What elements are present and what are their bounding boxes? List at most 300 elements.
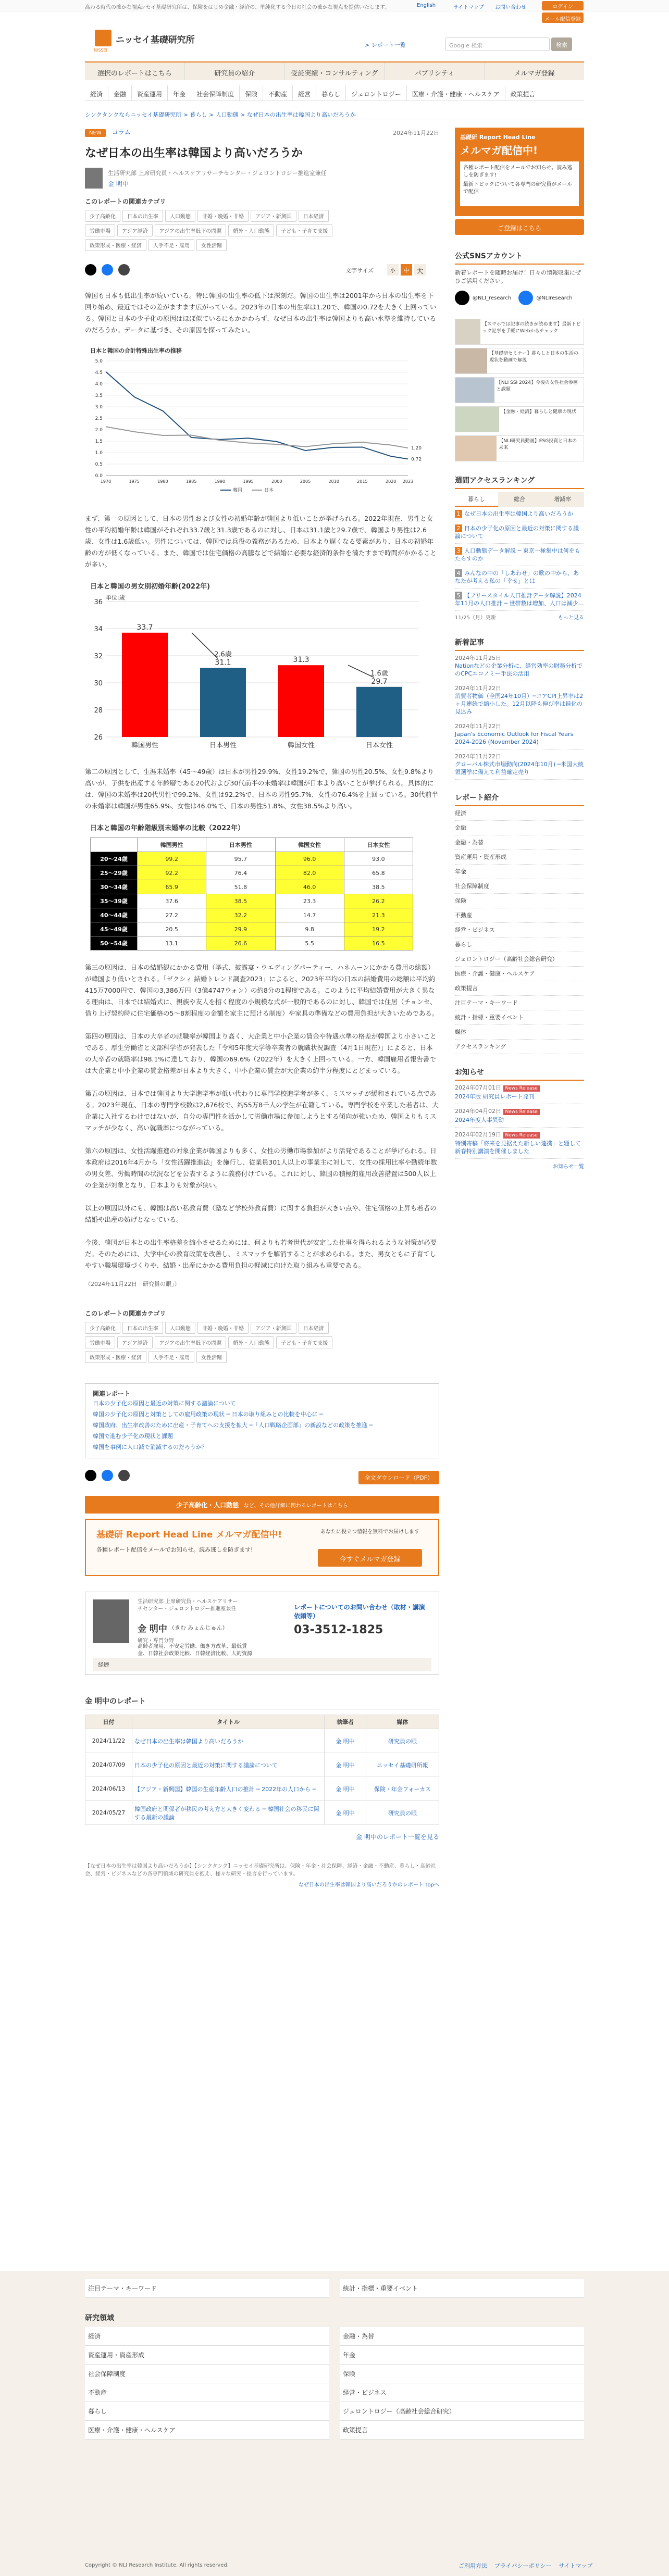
contact-link[interactable]: レポートについてのお問い合わせ（取材・講演依頼等） — [294, 1604, 425, 1620]
keyword-list — [85, 210, 356, 254]
author-photo[interactable] — [93, 1599, 129, 1643]
profile-name: 金 明中 — [138, 1624, 167, 1634]
table-cell[interactable]: 日本の少子化の原因と最近の対策に関する議論について — [132, 1753, 325, 1777]
author-avatar[interactable] — [85, 168, 103, 189]
keyword-tag[interactable]: 人手不足・雇用 — [148, 239, 194, 251]
x-tick-label: 2010 — [328, 479, 339, 484]
facebook-icon — [518, 291, 533, 305]
bar-value-label: 31.3 — [293, 656, 309, 665]
related-report-link[interactable]: 韓国を事例に人口減で消滅するのだろうか？ — [93, 1444, 207, 1450]
category-item[interactable]: 資産運用・資産形成 — [455, 850, 584, 865]
related-report-link[interactable]: 韓国政府、出生率改善のために出産・子育てへの支援を拡大 ─「人口戦略企画部」の新設などの政策を推進 ─ — [93, 1422, 373, 1429]
table-row — [91, 866, 413, 880]
promo-thumbnail — [455, 348, 487, 373]
topic-banner-title: 少子高齢化・人口動態 — [176, 1502, 239, 1509]
sns-fb-account[interactable] — [518, 291, 572, 305]
subnav-item[interactable]: 金融 — [108, 85, 132, 101]
table-row — [91, 880, 413, 894]
marriage-chart-ylabel: 単位:歳 — [106, 594, 125, 601]
x-tick-label: 日本女性 — [365, 742, 393, 749]
table-cell: 13.1 — [138, 936, 206, 951]
report-list-link[interactable]: > レポート一覧 — [365, 42, 406, 48]
keyword-tag[interactable]: アジア経済 — [117, 224, 153, 236]
footer-grid-item[interactable]: ジェロントロジー（高齢社会総合研究） — [340, 2402, 584, 2421]
table-cell: 9.8 — [275, 922, 344, 936]
y-tick-label: 0.0 — [95, 473, 103, 479]
footer-grid-item[interactable]: 社会保障制度 — [85, 2365, 329, 2383]
promo-thumbnail — [455, 378, 494, 403]
bar-value-label: 31.1 — [215, 658, 231, 667]
table-header: 日本男性 — [206, 838, 275, 852]
footer-grid-item[interactable]: 医療・介護・健康・ヘルスケア — [85, 2421, 329, 2440]
promo-item[interactable] — [455, 435, 584, 461]
category-item[interactable]: 医療・介護・健康・ヘルスケア — [455, 967, 584, 981]
keyword-tag[interactable]: 少子高齢化 — [85, 1322, 120, 1334]
ranking-more-link[interactable]: もっと見る — [558, 615, 584, 621]
keyword-tag[interactable]: 日本経済 — [299, 210, 329, 222]
ranking-list — [455, 507, 584, 611]
news-item[interactable]: 2024年11月22日 消費者物価（全国24年10月）─コアCPI上昇率は2ヶ月連続で縮小した。12月以降も伸び率は鈍化の見込み — [455, 681, 584, 719]
sidebar-mailmag-title: 基礎研 Report Head Line — [460, 134, 536, 141]
legend-japan: 日本 — [264, 488, 274, 493]
mailmag-banner-point: 各種レポート配信をメールでお知らせ。読み逃しを防ぎます! — [96, 1546, 253, 1553]
table-row — [91, 894, 413, 908]
promo-item[interactable] — [455, 377, 584, 403]
subnav-item[interactable]: 資産運用 — [132, 85, 168, 101]
ranking-tabs — [455, 492, 584, 507]
tab-overall[interactable]: 総合 — [498, 492, 541, 507]
x-tick-label: 韓国女性 — [287, 742, 315, 749]
paragraph-3: 第三の原因は、日本の結婚観にかかる費用（挙式、披露宴・ウエディングパーティー、ハネムーンにかかる費用の総額）が韓国より低いとされる。「ゼクシィ 結婚トレンド調査2023」によると、2023年平均の日本の結婚費用の総額は平均約415万7000円で、韓国の3,386万円（3億4747ウォン）の約8分の1程度である。このように平均結婚費用が大きく異なる理由は、日本では結婚式に、親族や友人を招く程度の小規模な式が一般的であるのに対し、韓国では住居（チョンセ、借り上げ契約時に住宅価格の5～8割程度の金額を家主に預ける制度）や家具の準備などの費用負担が大きいためである。 — [85, 964, 439, 1017]
font-size-large[interactable]: 大 — [414, 264, 426, 276]
article — [85, 128, 439, 1888]
subnav-item[interactable]: 年金 — [168, 85, 191, 101]
table-row — [91, 908, 413, 922]
table-cell[interactable]: 【アジア・新興国】韓国の生産年齢人口の推計 ─ 2022年の人口から ─ — [132, 1777, 325, 1801]
table-cell[interactable]: 金 明中 — [325, 1753, 366, 1777]
subnav-item[interactable]: 経営 — [293, 85, 316, 101]
category-item[interactable]: 年金 — [455, 865, 584, 879]
tab-living[interactable]: 暮らし — [455, 492, 498, 507]
tagline: 高わる時代の確かな視点 — [85, 5, 142, 10]
main-nav — [85, 61, 584, 80]
related-report-link[interactable]: 韓国の少子化の原因と対策としての雇用政策の現状 ─ 日本の取り組みとの比較を中心に ─ — [93, 1411, 323, 1418]
table-cell[interactable]: 研究員の眼 — [366, 1801, 439, 1825]
table-row — [91, 936, 413, 951]
category-item[interactable]: 暮らし — [455, 937, 584, 952]
series-line-korea — [106, 372, 408, 459]
table-cell: 26.6 — [206, 936, 275, 951]
keyword-tag[interactable]: 日本の出生率 — [122, 1322, 163, 1334]
table-row — [85, 1801, 439, 1825]
keyword-tag[interactable]: アジア経済 — [117, 1336, 153, 1348]
keyword-tag[interactable]: 日本経済 — [299, 1322, 329, 1334]
keyword-tag[interactable]: 子ども・子育て支援 — [276, 1336, 332, 1348]
keyword-tag[interactable]: アジア・新興国 — [251, 1322, 296, 1334]
keyword-tag[interactable]: 政策形成・医療・経済 — [85, 1351, 146, 1363]
logo-sub: NISSEI — [94, 48, 107, 53]
mailmag-register-button[interactable]: 今すぐメルマガ登録 — [318, 1549, 422, 1567]
table-cell: 65.9 — [138, 880, 206, 894]
logo-text[interactable]: ニッセイ基礎研究所 — [116, 35, 195, 45]
table-cell: 25～29歳 — [91, 866, 138, 880]
footer-grid-item[interactable]: 経済 — [85, 2327, 329, 2346]
table-cell: 27.2 — [138, 908, 206, 922]
footer-grid-item[interactable]: 政策提言 — [340, 2421, 584, 2440]
keyword-tag[interactable]: アジアの出生率低下の問題 — [155, 1336, 227, 1348]
keyword-tag[interactable]: 子ども・子育て支援 — [276, 224, 332, 236]
breadcrumb[interactable]: シンクタンクならニッセイ基礎研究所 > 暮らし > 人口動態 > なぜ日本の出生率は韓国より高いだろうか — [85, 111, 356, 118]
table-cell[interactable]: ニッセイ基礎研所報 — [366, 1753, 439, 1777]
table-header: 韓国女性 — [275, 838, 344, 852]
footer-stats-link[interactable]: 統計・指標・重要イベント — [340, 2279, 584, 2298]
paragraph-4: 第四の原因は、日本の大卒者の就職率が韓国より高く、大企業と中小企業の賃金や待遇水準の格差が韓国より小さいことである。厚生労働省と文部科学省が発表した「令和5年度大学等卒業者の就職状況調査（4月1日現在）」によると、日本の大卒者の就職率は98.1%に達しており、韓国の69.6%（2022年）を大きく上回っている。一方、韓国雇用者報告書では大企業と中小企業の賃金格差が日本より大きく、中小企業の賃金が大企業の約半分程度にとどまっている。 — [85, 1032, 437, 1074]
footer-grid-item[interactable]: 暮らし — [85, 2402, 329, 2421]
notice-title: お知らせ — [455, 1067, 584, 1081]
nav-item-consulting[interactable]: 受託実績・コンサルティング — [285, 62, 385, 80]
promo-thumbnail — [455, 436, 497, 461]
nav-item-researchers[interactable]: 研究員の紹介 — [185, 62, 285, 80]
notice-list — [455, 1081, 584, 1159]
x-tick-label: 2005 — [300, 479, 311, 484]
paragraph-1: まず、第一の原因として、日本の男性および女性の初婚年齢が韓国より低いことが挙げられる。2022年現在、男性と女性の平均初婚年齢は韓国がそれぞれ33.7歳と31.3歳であるのに対し、日本は31.1歳と29.7歳で、韓国より男性は2.6歳、女性は1.6歳低い。男性については、韓国では兵役の義務があるため、日本より遅くなる要素があり、日本の初婚年齢の方が低くなっている。また、韓国では住宅価格の高騰などで結婚に必要な経済的条件を満たすまで時間がかかることが多い。 — [85, 515, 437, 568]
table-cell[interactable]: 金 明中 — [325, 1777, 366, 1801]
marriage-chart-title: 日本と韓国の男女別初婚年齢(2022年) — [90, 583, 210, 591]
table-cell[interactable]: 保険・年金フォーカス — [366, 1777, 439, 1801]
table-row — [85, 1777, 439, 1801]
mailmag-banner-aside: あなたに役立つ情報を無料でお届けします — [320, 1529, 419, 1535]
subnav-item[interactable]: 経済 — [85, 85, 108, 101]
x-tick-label: 2015 — [357, 479, 368, 484]
subnav-item[interactable]: 社会保障制度 — [191, 85, 240, 101]
promo-text: 【NLI研究員動画】ESG投資と日本の未来 — [499, 439, 577, 451]
author-reports-title: 金 明中のレポート — [85, 1696, 439, 1709]
category-item[interactable]: 注目テーマ・キーワード — [455, 996, 584, 1010]
footer-grid-item[interactable]: 経営・ビジネス — [340, 2383, 584, 2402]
author-name[interactable]: 金 明中 — [108, 180, 129, 187]
news-item[interactable]: 2024年11月22日 Japan's Economic Outlook for Fiscal Years 2024-2026 (November 2024) — [455, 719, 584, 749]
bar-1 — [200, 668, 246, 737]
promo-text: 【基礎研セミナー】暮らしと日本の生活の現状を動画で解説 — [489, 351, 579, 363]
table-header: 媒体 — [366, 1715, 439, 1729]
ranking-item[interactable]: 2 日本の少子化の原因と最近の対策に関する議論について — [455, 521, 584, 544]
table-cell: 5.5 — [275, 936, 344, 951]
promo-item[interactable] — [455, 319, 584, 345]
table-header — [91, 838, 138, 852]
table-cell: 19.2 — [344, 922, 413, 936]
keyword-tag[interactable]: 人口動態 — [165, 210, 195, 222]
table-cell: 50～54歳 — [91, 936, 138, 951]
category-item[interactable]: 社会保障制度 — [455, 879, 584, 894]
category-item[interactable]: 金融 — [455, 821, 584, 835]
table-row — [85, 1729, 439, 1753]
keyword-tag[interactable]: 人口動態 — [165, 1322, 195, 1334]
notice-item[interactable]: 2024年04月02日 News Release 2024年度人事異動 — [455, 1104, 584, 1128]
subnav-item[interactable]: 保険 — [240, 85, 263, 101]
y-tick-label: 1.0 — [95, 451, 103, 456]
sitemap-link[interactable]: サイトマップ — [453, 5, 484, 10]
ranking-item[interactable]: 1 なぜ日本の出生率は韓国より高いだろうか — [455, 507, 584, 521]
contact-link[interactable]: お問い合わせ — [495, 5, 526, 10]
table-cell: 20～24歳 — [91, 852, 138, 866]
table-cell: 23.3 — [275, 894, 344, 908]
keyword-tag[interactable]: 少子高齢化 — [85, 210, 120, 222]
keyword-tag[interactable]: 人手不足・雇用 — [148, 1351, 194, 1363]
x-tick-label: 1970 — [100, 479, 112, 484]
footer-grid-item[interactable]: 保険 — [340, 2365, 584, 2383]
table-cell: 38.5 — [206, 894, 275, 908]
notice-more-link[interactable]: お知らせ一覧 — [553, 1164, 584, 1170]
category-item[interactable]: 金融・為替 — [455, 835, 584, 850]
category-item[interactable]: 経済 — [455, 806, 584, 821]
table-cell: 14.7 — [275, 908, 344, 922]
mailmag-point: 各種レポート配信をメールでお知らせ。読み逃しを防ぎます! — [463, 165, 573, 178]
share-icon[interactable] — [118, 1470, 130, 1481]
topic-banner[interactable] — [85, 1496, 439, 1514]
table-cell: 37.6 — [138, 894, 206, 908]
related-category-label: このレポートの関連カテゴリ — [85, 198, 166, 205]
footer-grid-item[interactable]: 不動産 — [85, 2383, 329, 2402]
keyword-tag[interactable]: 非婚・晩婚・非婚 — [197, 1322, 249, 1334]
promo-item[interactable] — [455, 348, 584, 374]
y-tick-label: 32 — [94, 653, 103, 660]
bar-value-label: 33.7 — [137, 623, 153, 632]
table-cell: 95.7 — [206, 852, 275, 866]
category-list — [455, 806, 584, 1054]
copyright: Copyright © NLI Research Institute. All rights reserved. — [85, 2562, 229, 2568]
end-label-korea: 0.72 — [411, 457, 422, 462]
table-cell: 51.8 — [206, 880, 275, 894]
keyword-tag[interactable]: 日本の出生率 — [122, 210, 163, 222]
x-share-icon[interactable] — [85, 1470, 96, 1481]
category-item[interactable]: 経営・ビジネス — [455, 923, 584, 937]
category-label[interactable]: コラム — [112, 129, 131, 136]
table-cell[interactable]: 韓国政府と関係者が移民の考え方と大きく変わる ─ 韓国社会の移民に関する最新の議論 — [132, 1801, 325, 1825]
subnav-item[interactable]: 医療・介護・健康・ヘルスケア — [407, 85, 505, 101]
footer-grid-item[interactable]: 年金 — [340, 2346, 584, 2365]
intro-paragraph: 韓国も日本も低出生率が続いている。特に韓国の出生率の低下は深刻だ。韓国の出生率は2001年から日本の出生率を下回り始め、最近ではその差がますます広がっている。2023年の日本の出生率は1.20で、韓国の0.72を大きく上回っている。韓国と日本の少子化の原因はほぼ似ているにもかかわらず、なぜ日本の出生率は韓国よりも高い水準を維持しているのだろうか。データに基づき、その原因を探ってみたい。 — [85, 292, 437, 334]
tfr-chart — [85, 346, 439, 503]
y-tick-label: 36 — [94, 598, 103, 606]
nav-item-reports[interactable]: 選択のレポートはこちら — [85, 62, 185, 80]
profile-org: 生活研究部 上席研究員・ヘルスケアリサーチセンター・ジェロントロジー推進室兼任 — [138, 1599, 238, 1612]
sns-handle: @NLIresearch — [536, 295, 573, 301]
category-item[interactable]: 不動産 — [455, 908, 584, 923]
keyword-tag[interactable]: アジアの出生率低下の問題 — [155, 224, 227, 236]
sidebar-mailmag-button[interactable]: ご登録はこちら — [455, 219, 584, 235]
subnav-item[interactable]: 不動産 — [263, 85, 293, 101]
footer-heading: 研究領域 — [85, 2314, 114, 2322]
sns-text: 新着レポートを随時お届け！日々の情報収集にぜひご活用ください。 — [455, 269, 581, 284]
author-reports-more[interactable]: 金 明中のレポート一覧を見る — [356, 1833, 439, 1841]
sns-title: 公式SNSアカウント — [455, 251, 584, 265]
category-item[interactable]: ジェロントロジー（高齢社会総合研究） — [455, 952, 584, 967]
y-tick-label: 2.5 — [95, 416, 103, 421]
ranking-item[interactable]: 4 みんなの中の「しあわせ」の歌の中から、あなたが考える私の「幸せ」とは — [455, 566, 584, 589]
paragraph-7: 以上の原因以外にも、韓国は高い私教育費（塾など学校外教育費）に関する負担が大きい点や、住宅価格の上昇も若者の結婚や出産の妨げとなっている。 — [85, 1204, 437, 1223]
x-share-icon[interactable] — [85, 264, 96, 276]
footer-theme-link[interactable]: 注目テーマ・キーワード — [85, 2279, 329, 2298]
bar-value-label: 29.7 — [371, 677, 388, 686]
promo-list — [455, 319, 584, 461]
category-item[interactable]: アクセスランキング — [455, 1040, 584, 1054]
mailmag-banner-title: 基礎研 Report Head Line メルマガ配信中! — [96, 1530, 282, 1540]
y-tick-label: 0.5 — [95, 462, 103, 467]
facebook-share-icon[interactable] — [102, 264, 113, 276]
keyword-tag[interactable]: アジア・新興国 — [251, 210, 296, 222]
category-item[interactable]: 保険 — [455, 894, 584, 908]
footer-grid-item[interactable]: 資産運用・資産形成 — [85, 2346, 329, 2365]
author-profile — [85, 1592, 439, 1675]
related-category-label-2: このレポートの関連カテゴリ — [85, 1310, 166, 1317]
sns-handle: @NLI_research — [473, 295, 512, 301]
promo-text: 【スマホでは記事の続きが読めます】最新トピック記事を手軽にWebからチェック — [482, 322, 581, 334]
keyword-tag[interactable]: 政策形成・医療・経済 — [85, 239, 146, 251]
footer-sitemap-link[interactable]: サイトマップ — [559, 2562, 593, 2569]
keyword-tag[interactable]: 婚外・人口動態 — [228, 224, 274, 236]
category-item[interactable]: 媒体 — [455, 1025, 584, 1040]
gap-label-male: 2.6歳 — [214, 651, 232, 659]
promo-thumbnail — [455, 319, 480, 344]
paragraph-8: 今後、韓国が日本との出生率格差を縮小させるためには、何よりも若者世代が安定した仕事を得られるような対策が必要だ。そのためには、大学中心の教育政策を改善し、ミスマッチを解消することが求められる。また、男女ともに子育てしやすい職場環境づくりや、結婚・出産にかかる費用負担の軽減に向けた取り組みも重要である。 — [85, 1239, 437, 1269]
sns-x-account[interactable] — [455, 291, 511, 305]
paragraph-5: 第五の原因は、日本では韓国より大学進学率が低い代わりに専門学校進学者が多く、ミスマッチが緩和されている点である。2023年現在、日本の専門学校数は2,676校で、約55万8千人の学生が在籍している。専門学校を卒業した若者は、大企業に入社するわけではないが、自分の専門性を活かして労働市場に参加しようとする傾向が強いため、韓国よりもミスマッチが少なく、高い就職率につながっている。 — [85, 1090, 439, 1132]
ranking-title: 週間アクセスランキング — [455, 475, 584, 489]
table-cell: 16.5 — [344, 936, 413, 951]
x-tick-label: 2020 — [385, 479, 397, 484]
table-cell[interactable]: 金 明中 — [325, 1729, 366, 1753]
keyword-tag[interactable]: 婚外・人口動態 — [228, 1336, 274, 1348]
author-reports-table — [85, 1715, 439, 1825]
tfr-chart-svg — [85, 356, 439, 502]
ranking-item[interactable]: 5 【フリースタイル人口推計データ解説】2024年11月の人口推計 ─ 世帯数は増加、人口は減少… — [455, 589, 584, 611]
keyword-tag[interactable]: 女性活躍 — [196, 1351, 227, 1363]
x-tick-label: 韓国男性 — [131, 742, 159, 749]
table-cell: 93.0 — [344, 852, 413, 866]
x-tick-label: 2023 — [402, 479, 414, 484]
share-icon[interactable] — [118, 264, 130, 276]
related-report-link[interactable]: 日本の少子化の原因と最近の対策に関する議論について — [93, 1400, 236, 1407]
footer-bottom-links — [459, 2561, 592, 2570]
font-size-small[interactable]: 小 — [387, 264, 399, 276]
keyword-tag[interactable]: 労働市場 — [85, 224, 115, 236]
category-item[interactable]: 統計・指標・重要イベント — [455, 1010, 584, 1025]
ranking-item[interactable]: 3 人口動態データ解説 ─ 東京一極集中は何をもたらすのか — [455, 544, 584, 566]
promo-item[interactable] — [455, 406, 584, 432]
profile-more[interactable]: 経歴 — [93, 1658, 431, 1671]
tab-growth[interactable]: 増減率 — [541, 492, 584, 507]
top-strip — [0, 0, 669, 11]
table-header: 日付 — [85, 1715, 132, 1729]
font-size-medium[interactable]: 中 — [401, 264, 412, 276]
keyword-tag[interactable]: 女性活躍 — [196, 239, 227, 251]
table-cell: 2024/05/27 — [85, 1801, 132, 1825]
y-tick-label: 30 — [94, 680, 103, 687]
keyword-tag[interactable]: 非婚・晩婚・非婚 — [197, 210, 249, 222]
facebook-share-icon[interactable] — [102, 1470, 113, 1481]
x-tick-label: 1980 — [157, 479, 168, 484]
end-label-japan: 1.20 — [411, 446, 422, 452]
y-tick-label: 2.0 — [95, 428, 103, 433]
sidebar-mailmag[interactable] — [455, 128, 584, 216]
logo-icon[interactable] — [95, 30, 112, 46]
login-button[interactable]: ログイン — [542, 1, 584, 10]
font-size-label: 文字サイズ — [345, 267, 374, 274]
profile-field: 高齢者雇用、不安定労働、働き方改革、最低賃金、日韓社会政策比較、日韓経済比較、人的資源 — [138, 1644, 252, 1657]
news-item[interactable]: 2024年11月25日 Nationなどの企業分析に、経営効率の財務分析でのCPCエコノミー手法の活用 — [455, 651, 584, 681]
category-item[interactable]: 政策提言 — [455, 981, 584, 996]
contact-phone: 03-3512-1825 — [294, 1623, 383, 1636]
table-cell: 21.3 — [344, 908, 413, 922]
categories-title: レポート紹介 — [455, 792, 584, 806]
profile-field-label: 研究・専門分野 — [138, 1638, 174, 1644]
table-cell[interactable]: 研究員の眼 — [366, 1729, 439, 1753]
footer-usage-link[interactable]: ご利用方法 — [459, 2562, 487, 2569]
topic-banner-sub: など、その他詳細に関わるレポートはこちら — [243, 1503, 348, 1509]
mailmag-banner[interactable] — [85, 1519, 439, 1576]
y-tick-label: 3.0 — [95, 405, 103, 410]
pdf-download-button[interactable]: 全文ダウンロード（PDF） — [358, 1471, 439, 1484]
footer-privacy-link[interactable]: プライバシーポリシー — [494, 2562, 552, 2569]
marriage-chart-svg — [85, 596, 439, 758]
y-tick-label: 1.5 — [95, 439, 103, 444]
unmarried-table-block — [85, 822, 439, 951]
table-cell: 2024/06/13 — [85, 1777, 132, 1801]
nav-item-mailmag[interactable]: メルマガ登録 — [514, 70, 555, 78]
gap-label-female: 1.6歳 — [370, 669, 388, 678]
keyword-tag[interactable]: 労働市場 — [85, 1336, 115, 1348]
table-cell: 92.2 — [138, 866, 206, 880]
table-cell: 20.5 — [138, 922, 206, 936]
subnav-item[interactable]: 暮らし — [316, 85, 346, 101]
table-header: タイトル — [132, 1715, 325, 1729]
table-header: 韓国男性 — [138, 838, 206, 852]
footer — [0, 2271, 669, 2576]
y-tick-label: 4.0 — [95, 382, 103, 387]
table-cell[interactable]: なぜ日本の出生率は韓国より高いだろうか — [132, 1729, 325, 1753]
nav-item-publicity[interactable]: パブリシティ — [385, 62, 485, 80]
x-icon — [455, 291, 469, 305]
footer-grid-item[interactable]: 金融・為替 — [340, 2327, 584, 2346]
news-list — [455, 651, 584, 780]
notice-item[interactable]: 2024年07月01日 News Release 2024年版 研究員レポート発刊 — [455, 1081, 584, 1104]
table-cell: 40～44歳 — [91, 908, 138, 922]
search-button[interactable]: 検索 — [551, 37, 572, 51]
y-tick-label: 4.5 — [95, 370, 103, 376]
y-tick-label: 3.5 — [95, 393, 103, 398]
disclaimer-link[interactable]: なぜ日本の出生率は韓国より高いだろうかのレポート Topへ — [298, 1882, 439, 1888]
footer-grid — [85, 2327, 584, 2440]
table-cell: 2024/07/09 — [85, 1753, 132, 1777]
english-link[interactable]: English — [417, 3, 436, 8]
table-cell: 46.0 — [275, 880, 344, 894]
table-cell[interactable]: 金 明中 — [325, 1801, 366, 1825]
x-tick-label: 1975 — [129, 479, 140, 484]
subnav-item[interactable]: ジェロントロジー — [346, 85, 407, 101]
related-reports-title: 関連レポート — [93, 1390, 131, 1397]
notice-item[interactable]: 2024年02月19日 News Release 特別寄稿「将来を見据えた新しい連携」と題して新春特別講演を開催しました — [455, 1128, 584, 1159]
paragraph-6: 第六の原因は、女性活躍推進の対象企業が韓国よりも多く、女性の労働市場参加がより活発であることが挙げられる。日本政府は2016年4月から「女性活躍推進法」を施行し、従業員301人以上の事業主に対して、女性の採用比率や勤続年数の男女差、労働時間の状況などを公表するように義務付けている。これに対し、韓国の積極的雇用改善措置は500人以上の企業が対象となり、日本よりも対象が狭い。 — [85, 1147, 437, 1189]
news-item[interactable]: 2024年11月22日 グローバル株式市場動向(2024年10月) ─米国大統領選挙に備えて利益確定売り — [455, 749, 584, 780]
page-title: なぜ日本の出生率は韓国より高いだろうか — [85, 147, 303, 160]
legend-korea: 韓国 — [233, 488, 243, 493]
unmarried-table — [90, 837, 413, 951]
related-report-link[interactable]: 韓国で進む少子化の現状と課題 — [93, 1433, 173, 1440]
search-input[interactable]: Google 検索 — [445, 37, 550, 51]
x-tick-label: 1985 — [185, 479, 197, 484]
register-button[interactable]: メール配信登録 — [542, 12, 584, 23]
subnav-item[interactable]: 政策提言 — [510, 91, 536, 98]
